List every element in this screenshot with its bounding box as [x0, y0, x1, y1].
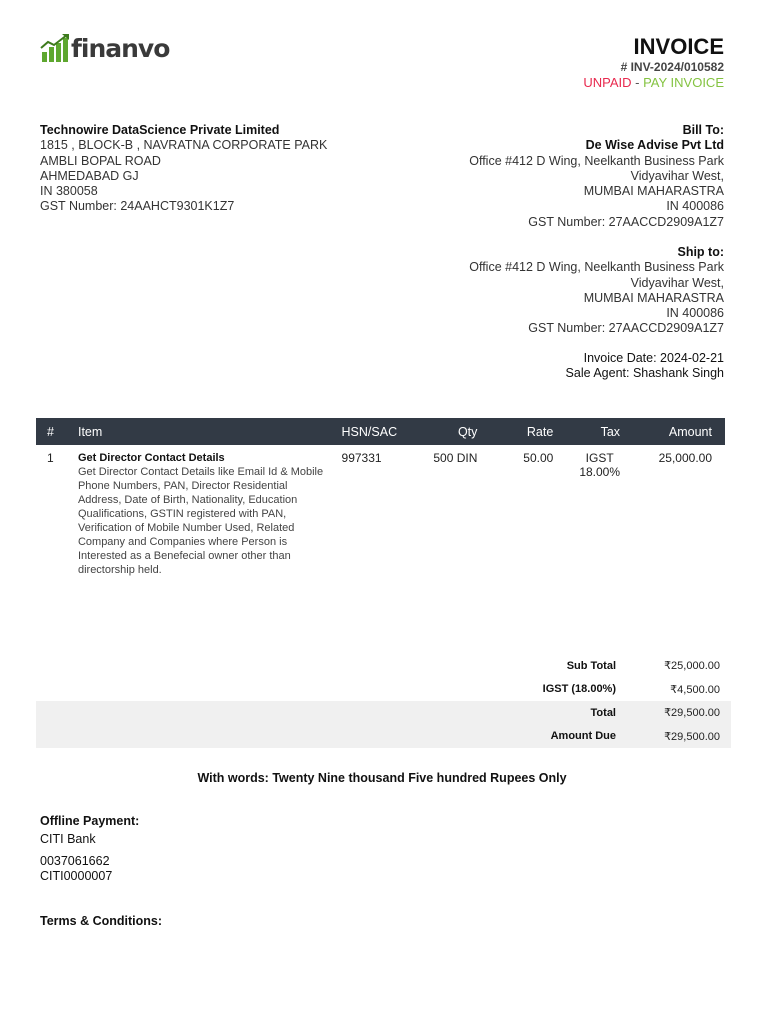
subtotal-value: ₹25,000.00	[664, 660, 720, 673]
item-cell	[72, 445, 336, 577]
amount-in-words: With words: Twenty Nine thousand Five hundred Rupees Only	[197, 771, 567, 785]
ship-to-gst-number: GST Number: 27AACCD2909A1Z7	[528, 321, 724, 336]
invoice-meta	[566, 351, 724, 382]
col-header-hsn: HSN/SAC	[341, 424, 398, 439]
ship-to-block	[469, 245, 724, 337]
ship-to-address-line: Vidyavihar West,	[630, 275, 724, 290]
totals-section	[36, 654, 731, 748]
ifsc-code: CITI0000007	[40, 869, 113, 883]
bill-to-address-line: MUMBAI MAHARASTRA	[583, 184, 724, 199]
tax-rate: 18.00%	[579, 465, 621, 479]
table-header-row	[36, 418, 725, 445]
item-title: Get Director Contact Details	[77, 452, 225, 464]
ship-to-address-line: Office #412 D Wing, Neelkanth Business Park	[469, 260, 724, 275]
sale-agent: Sale Agent: Shashank Singh	[565, 366, 724, 381]
offline-payment	[40, 814, 139, 884]
hsn-code: 997331	[341, 451, 382, 465]
offline-payment-title: Offline Payment:	[40, 814, 140, 828]
col-header-tax: Tax	[600, 424, 621, 439]
tax-total-row	[36, 678, 731, 702]
table-row	[36, 445, 725, 577]
col-header-rate: Rate	[526, 424, 554, 439]
col-header-number: #	[47, 424, 54, 439]
tax-total-value: ₹4,500.00	[670, 683, 720, 696]
growth-chart-icon	[40, 34, 70, 64]
bill-to-address-line: IN 400086	[666, 199, 724, 214]
seller-address	[40, 123, 327, 215]
ship-to-label: Ship to:	[677, 245, 724, 259]
seller-address-line: IN 380058	[40, 184, 98, 199]
col-header-item: Item	[77, 424, 103, 439]
seller-address-line: 1815 , BLOCK-B , NAVRATNA CORPORATE PARK	[40, 138, 328, 153]
subtotal-label: Sub Total	[566, 659, 616, 672]
amount-due-row	[36, 725, 731, 749]
rate: 50.00	[523, 451, 554, 465]
pay-invoice-link[interactable]: PAY INVOICE	[643, 75, 724, 90]
bank-name: CITI Bank	[40, 832, 96, 846]
invoice-status-line	[583, 74, 724, 91]
bill-to-block	[469, 123, 724, 230]
row-number: 1	[47, 451, 54, 465]
bill-to-address-line: Office #412 D Wing, Neelkanth Business Park	[469, 153, 724, 168]
ship-to-address-line: IN 400086	[666, 306, 724, 321]
amount-due-value: ₹29,500.00	[664, 730, 720, 743]
bill-to-label: Bill To:	[682, 123, 724, 137]
tax-cell	[559, 445, 626, 577]
total-row	[36, 701, 731, 725]
col-header-qty: Qty	[457, 424, 478, 439]
seller-address-line: AHMEDABAD GJ	[40, 168, 139, 183]
bill-to-name: De Wise Advise Pvt Ltd	[585, 138, 724, 153]
account-number: 0037061662	[40, 854, 110, 868]
total-label: Total	[590, 706, 616, 719]
company-logo	[40, 34, 169, 64]
quantity: 500 DIN	[433, 451, 478, 465]
invoice-title: INVOICE	[633, 34, 724, 59]
total-value: ₹29,500.00	[664, 707, 720, 720]
subtotal-row	[36, 654, 731, 678]
terms-title: Terms & Conditions:	[40, 914, 162, 928]
status-separator: -	[631, 75, 644, 90]
bill-to-gst-number: GST Number: 27AACCD2909A1Z7	[528, 214, 724, 229]
seller-gst-number: GST Number: 24AAHCT9301K1Z7	[40, 199, 235, 214]
seller-address-line: AMBLI BOPAL ROAD	[40, 153, 161, 168]
items-table	[36, 418, 725, 577]
amount-due-label: Amount Due	[550, 730, 616, 743]
status-badge: UNPAID	[583, 75, 632, 90]
brand-name: finanvo	[71, 34, 170, 63]
invoice-number: # INV-2024/010582	[620, 60, 724, 74]
bill-to-address-line: Vidyavihar West,	[630, 168, 724, 183]
seller-name: Technowire DataScience Private Limited	[40, 123, 280, 137]
line-amount: 25,000.00	[658, 451, 712, 465]
tax-total-label: IGST (18.00%)	[542, 683, 616, 696]
invoice-heading	[583, 34, 724, 91]
item-description: Get Director Contact Details like Email Id & Mobile Phone Numbers, PAN, Director Residential Address, Date of Birth, Nationality, Education Qualifications, GSTIN registered with PAN, Verification of Mobile Number Used, Related Company and Companies where Person is Interested as a Benefecial owner other than directorship held.	[77, 466, 324, 576]
ship-to-address-line: MUMBAI MAHARASTRA	[583, 290, 724, 305]
invoice-date: Invoice Date: 2024-02-21	[583, 351, 724, 365]
col-header-amount: Amount	[668, 424, 712, 439]
tax-name: IGST	[585, 451, 614, 465]
